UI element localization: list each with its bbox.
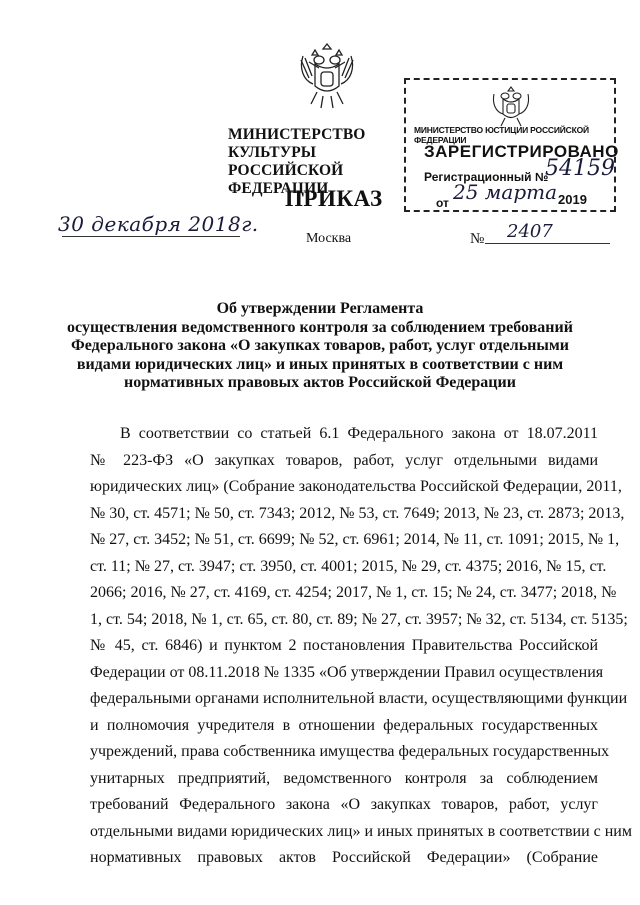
ministry-line-1: МИНИСТЕРСТВО КУЛЬТУРЫ — [228, 126, 366, 161]
city: Москва — [306, 231, 352, 246]
order-title: ПРИКАЗ — [285, 186, 383, 211]
stamp-registered: ЗАРЕГИСТРИРОВАНО — [424, 142, 619, 161]
stamp-ministry: МИНИСТЕРСТВО ЮСТИЦИИ РОССИЙСКОЙ ФЕДЕРАЦИИ — [414, 125, 589, 145]
heading-line: Об утверждении Регламента — [216, 300, 424, 317]
body-line: требований Федерального закона «О закупках товаров, работ, услуг — [90, 796, 598, 813]
body-line: ст. 11; № 27, ст. 3947; ст. 3950, ст. 4001; 2015, № 29, ст. 4375; 2016, № 15, ст. — [90, 557, 607, 575]
body-line: Федерации от 08.11.2018 № 1335 «Об утверждении Правил осуществления — [90, 663, 604, 681]
heading-line: нормативных правовых актов Российской Федерации — [124, 374, 516, 391]
handwritten-date: 30 декабря 2018г. — [58, 212, 259, 236]
body-line: № 45, ст. 6846) и пунктом 2 постановления Правительства Российской — [90, 637, 598, 654]
body-line: 1, ст. 54; 2018, № 1, ст. 65, ст. 80, ст. 89; № 27, ст. 3957; № 32, ст. 5134, ст. 5135; — [90, 610, 628, 628]
body-line: № 30, ст. 4571; № 50, ст. 7343; 2012, № 53, ст. 7649; 2013, № 23, ст. 2873; 2013, — [90, 504, 625, 522]
stamp-date-label: от — [436, 196, 449, 210]
body-line: юридических лиц» (Собрание законодательства Российской Федерации, 2011, — [90, 478, 622, 495]
body-line: нормативных правовых актов Российской Федерации» (Собрание — [90, 849, 598, 866]
number-label: № — [470, 231, 485, 247]
document-heading — [60, 300, 580, 393]
date-underline — [62, 236, 240, 237]
heading-line: Федерального закона «О закупках товаров, работ, услуг отдельными — [70, 337, 570, 354]
stamp-date: 25 марта — [453, 180, 558, 204]
ministry-line-2: РОССИЙСКОЙ ФЕДЕРАЦИИ — [228, 162, 344, 197]
body-line: № 223-ФЗ «О закупках товаров, работ, услуг отдельными видами — [90, 451, 598, 469]
body-line: федеральными органами исполнительной власти, осуществляющими функции — [90, 690, 628, 707]
coat-of-arms-icon — [295, 38, 359, 112]
stamp-reg-number: 54159 — [545, 156, 615, 181]
body-line: № 27, ст. 3452; № 51, ст. 6699; № 52, ст. 6961; 2014, № 11, ст. 1091; 2015, № 1, — [90, 531, 620, 548]
heading-line: осуществления ведомственного контроля за соблюдением требований — [67, 318, 573, 336]
body-line: В соответствии со статьей 6.1 Федерального закона от 18.07.2011 — [120, 425, 598, 442]
body-line: и полномочия учредителя в отношении федеральных государственных — [90, 716, 598, 734]
stamp-year: 2019 — [558, 192, 587, 207]
body-line: учреждений, права собственника имущества федеральных государственных — [90, 743, 610, 760]
stamp-emblem-icon — [490, 84, 532, 128]
stamp-reg-number-label: Регистрационный № — [424, 170, 549, 184]
heading-line: видами юридических лиц» и иных принятых в соответствии с ним — [76, 355, 564, 373]
body-line: унитарных предприятий, ведомственного контроля за соблюдением — [90, 769, 598, 787]
number-underline — [485, 243, 610, 244]
handwritten-number: 2407 — [507, 221, 553, 242]
body-line: отдельными видами юридических лиц» и иных принятых в соответствии с ним — [90, 822, 632, 840]
body-paragraph — [90, 421, 598, 448]
body-line: 2066; 2016, № 27, ст. 4169, ст. 4254; 2017, № 1, ст. 15; № 24, ст. 3477; 2018, № — [90, 584, 617, 601]
body-continuation — [90, 448, 632, 872]
